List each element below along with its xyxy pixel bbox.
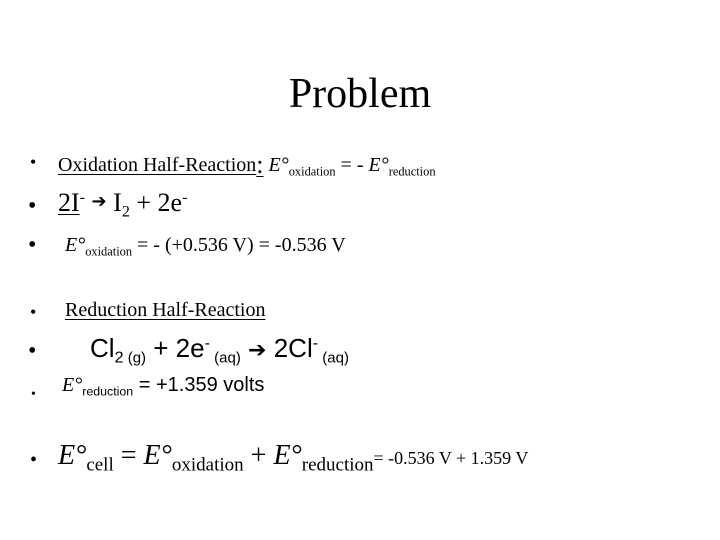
subscript-oxidation: oxidation — [85, 244, 133, 259]
charge-minus: - — [79, 189, 86, 207]
oxidation-equation — [58, 188, 188, 221]
plus-electrons: + 2e — [129, 188, 183, 217]
bullet: • — [28, 232, 37, 258]
reduction-equation — [90, 333, 349, 366]
iodine: I — [106, 188, 122, 217]
e-reduction-value — [62, 374, 264, 397]
slide-title: Problem — [288, 71, 432, 117]
iodide: 2I — [58, 188, 80, 217]
charge-minus: - — [312, 334, 319, 353]
e-symbol: E° — [62, 374, 83, 396]
plus: + — [243, 440, 274, 471]
e-symbol: E° — [65, 234, 86, 256]
bullet: • — [30, 449, 38, 471]
reduction-label: Reduction Half-Reaction — [65, 299, 266, 321]
subscript-reduction: reduction — [388, 164, 436, 179]
state-gas: (g) — [123, 349, 147, 367]
arrow-icon: ➔ — [91, 191, 107, 212]
chlorine: Cl — [90, 333, 115, 363]
colon: : — [256, 150, 264, 179]
e-symbol: E° — [268, 154, 289, 176]
plus-electrons: + 2e — [146, 333, 205, 363]
bullet: • — [31, 387, 36, 402]
bullet: • — [30, 152, 37, 172]
e-cell-equation — [58, 440, 529, 476]
e-cell-calc: = -0.536 V + 1.359 V — [373, 448, 529, 468]
oxidation-heading — [58, 150, 436, 180]
bullet: • — [30, 302, 37, 322]
charge-minus: - — [182, 189, 188, 207]
bullet: • — [28, 338, 37, 364]
e-symbol: E° — [368, 154, 389, 176]
e-symbol: E° — [58, 440, 87, 471]
subscript-oxidation: oxidation — [288, 164, 336, 179]
subscript-2: 2 — [121, 203, 130, 221]
equals-minus: = - — [335, 154, 369, 176]
oxidation-label: Oxidation Half-Reaction — [58, 154, 257, 176]
subscript-reduction: reduction — [82, 384, 134, 399]
charge-minus: - — [204, 334, 210, 353]
equals: = — [113, 440, 144, 471]
reduction-heading — [65, 299, 266, 322]
subscript-2: 2 — [114, 348, 124, 367]
e-reduction-calc: = +1.359 volts — [133, 374, 265, 396]
state-aq: (aq) — [318, 349, 349, 367]
e-oxidation-calc: = - (+0.536 V) = -0.536 V — [132, 234, 346, 256]
e-symbol: E° — [143, 440, 172, 471]
e-symbol: E° — [273, 440, 302, 471]
subscript-reduction: reduction — [301, 454, 374, 476]
e-oxidation-value — [65, 234, 346, 257]
state-aq: (aq) — [209, 349, 241, 367]
bullet: • — [28, 193, 37, 219]
chloride: 2Cl — [266, 333, 313, 363]
subscript-cell: cell — [86, 454, 114, 476]
subscript-oxidation: oxidation — [171, 454, 244, 476]
arrow-icon: ➔ — [248, 338, 267, 363]
